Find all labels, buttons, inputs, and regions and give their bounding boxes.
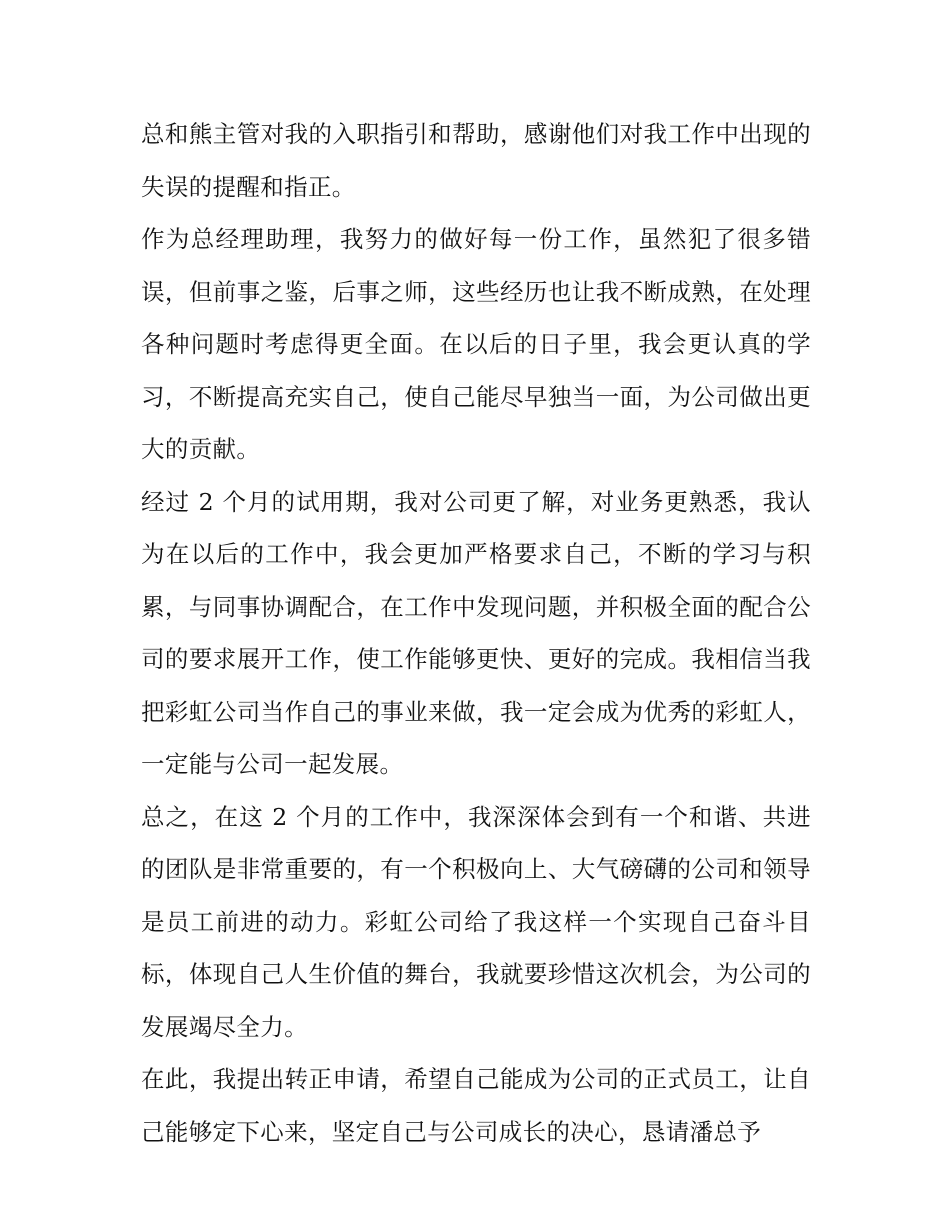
paragraph-1: 总和熊主管对我的入职指引和帮助，感谢他们对我工作中出现的失误的提醒和指正。	[141, 120, 811, 201]
paragraph-3: 经过 2 个月的试用期，我对公司更了解，对业务更熟悉，我认为在以后的工作中，我会更加严格要求自己，不断的学习与积累，与同事协调配合，在工作中发现问题，并积极全面的配合公司的要求展开工作，使工作能够更快、更好的完成。我相信当我把彩虹公司当作自己的事业来做，我一定会成为优秀的彩虹人，一定能与公司一起发展。	[141, 487, 811, 778]
paragraph-4: 总之，在这 2 个月的工作中，我深深体会到有一个和谐、共进的团队是非常重要的，有一个积极向上、大气磅礴的公司和领导是员工前进的动力。彩虹公司给了我这样一个实现自己奋斗目标，体现自己人生价值的舞台，我就要珍惜这次机会，为公司的发展竭尽全力。	[141, 802, 811, 1041]
paragraph-5: 在此，我提出转正申请，希望自己能成为公司的正式员工，让自己能够定下心来，坚定自己与公司成长的决心，恳请潘总予	[141, 1065, 811, 1146]
document-body	[141, 108, 811, 1158]
paragraph-2: 作为总经理助理，我努力的做好每一份工作，虽然犯了很多错误，但前事之鉴，后事之师，这些经历也让我不断成熟，在处理各种问题时考虑得更全面。在以后的日子里，我会更认真的学习，不断提高充实自己，使自己能尽早独当一面，为公司做出更大的贡献。	[141, 225, 811, 463]
